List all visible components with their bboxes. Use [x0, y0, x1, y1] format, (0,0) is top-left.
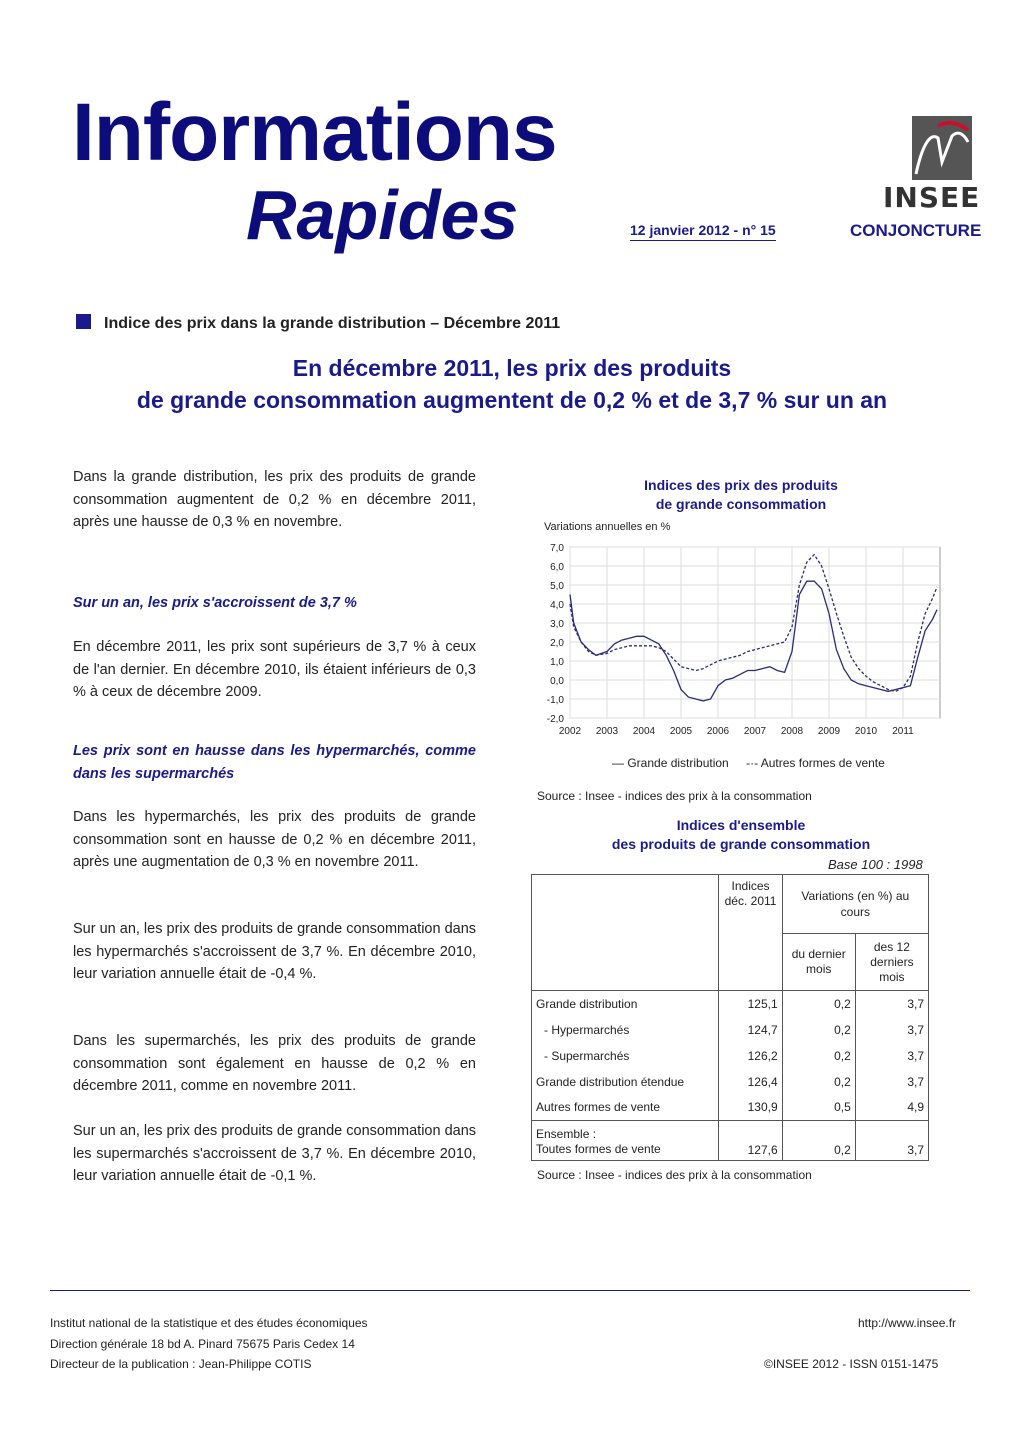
table-row: [532, 1095, 929, 1121]
series-label: CONJONCTURE: [850, 221, 982, 240]
row-index: 130,9: [719, 1095, 782, 1121]
x-tick-label: 2002: [558, 726, 582, 737]
x-tick-label: 2010: [854, 726, 878, 737]
footer-url[interactable]: http://www.insee.fr: [858, 1316, 957, 1330]
x-tick-label: 2005: [669, 726, 693, 737]
y-tick-label: 5,0: [550, 581, 564, 592]
total-label-line-1: Ensemble :: [536, 1127, 597, 1141]
footer-divider: [50, 1290, 970, 1291]
x-tick-label: 2003: [595, 726, 619, 737]
paragraph-super-year: Sur un an, les prix des produits de grande consommation dans les supermarchés s'accroissent de 3,7 %. En décembre 2010, leur variation annuelle était de -0,1 %.: [73, 1123, 477, 1184]
paragraph-annual: En décembre 2011, les prix sont supérieurs de 3,7 % à ceux de l'an dernier. En décembre 2010, ils étaient inférieurs de 0,3 % à ceux de décembre 2009.: [73, 639, 476, 700]
headline-line-1: En décembre 2011, les prix des produits: [292, 355, 732, 381]
chart-source: Source : Insee - indices des prix à la consommation: [537, 789, 812, 803]
y-tick-label: 2,0: [550, 638, 564, 649]
row-index: 124,7: [719, 1017, 782, 1043]
x-tick-label: 2007: [743, 726, 767, 737]
legend-series-2: Autres formes de vente: [760, 756, 885, 770]
row-label: Grande distribution: [532, 991, 719, 1017]
chart-y-label: Variations annuelles en %: [544, 521, 671, 533]
section-label: Indice des prix dans la grande distribution – Décembre 2011: [104, 315, 561, 332]
chart-title-line-2: de grande consommation: [655, 496, 827, 512]
row-index: 126,2: [719, 1043, 782, 1069]
y-tick-label: 6,0: [550, 562, 564, 573]
total-month: 0,2: [782, 1121, 855, 1161]
headline-line-2: de grande consommation augmentent de 0,2 % et de 3,7 % sur un an: [136, 387, 888, 413]
insee-logo-text: INSEE: [883, 181, 981, 214]
x-tick-label: 2006: [706, 726, 730, 737]
table-header-row: [532, 875, 929, 934]
y-tick-label: 0,0: [550, 676, 564, 687]
price-index-chart: [536, 520, 946, 780]
table-source: Source : Insee - indices des prix à la consommation: [537, 1168, 812, 1182]
footer-address: Direction générale 18 bd A. Pinard 75675 Paris Cedex 14: [50, 1337, 355, 1351]
y-tick-label: -1,0: [546, 695, 564, 706]
legend-solid-swatch: —: [612, 756, 624, 770]
x-tick-label: 2008: [780, 726, 804, 737]
paragraph-intro: Dans la grande distribution, les prix des produits de grande consommation augmentent de 0,2 % en décembre 2011, après une hausse de 0,3 % en novembre.: [73, 469, 476, 530]
table-title: [536, 816, 946, 854]
footer-institute: Institut national de la statistique et des études économiques: [50, 1316, 368, 1330]
subheading-annual: Sur un an, les prix s'accroissent de 3,7 %: [73, 595, 357, 611]
table-header-variations: Variations (en %) au cours: [782, 875, 928, 934]
legend-series-1: Grande distribution: [627, 756, 729, 770]
chart-legend: [612, 756, 885, 770]
row-month: 0,2: [782, 1043, 855, 1069]
table-row: [532, 1017, 929, 1043]
chart-title-line-1: Indices des prix des produits: [644, 477, 838, 493]
paragraph-hyper-year: Sur un an, les prix des produits de grande consommation dans les hypermarchés s'accroissent de 3,7 %. En décembre 2010, leur variation annuelle était de -0,4 %.: [73, 921, 477, 982]
issue-number: 12 janvier 2012 - n° 15: [630, 222, 776, 241]
total-index: 127,6: [719, 1121, 782, 1161]
footer-director: Directeur de la publication : Jean-Philippe COTIS: [50, 1357, 312, 1371]
footer-copyright: ©INSEE 2012 - ISSN 0151-1475: [764, 1357, 939, 1371]
row-index: 126,4: [719, 1069, 782, 1095]
row-month: 0,5: [782, 1095, 855, 1121]
headline: [70, 352, 954, 416]
table-header-month: du dernier mois: [782, 934, 855, 991]
y-tick-label: 7,0: [550, 543, 564, 554]
table-row: [532, 991, 929, 1017]
paragraph-super-month: Dans les supermarchés, les prix des produits de grande consommation sont également en hausse de 0,2 % en décembre 2011, comme en novembre 2011.: [73, 1033, 476, 1094]
x-tick-label: 2004: [632, 726, 656, 737]
total-year: 3,7: [855, 1121, 928, 1161]
section-bullet: [76, 314, 91, 329]
table-header-index: Indices déc. 2011: [719, 875, 782, 991]
publication-title: Informations: [72, 87, 557, 178]
table-row: [532, 1043, 929, 1069]
table-header-empty: [532, 875, 719, 991]
table-header-year: des 12 derniers mois: [855, 934, 928, 991]
total-label-line-2: Toutes formes de vente: [536, 1142, 661, 1156]
legend-dashed-swatch: -·-: [746, 756, 759, 770]
row-index: 125,1: [719, 991, 782, 1017]
row-year: 4,9: [855, 1095, 928, 1121]
row-year: 3,7: [855, 1017, 928, 1043]
row-month: 0,2: [782, 1017, 855, 1043]
paragraph-hyper-month: Dans les hypermarchés, les prix des produits de grande consommation sont en hausse de 0,2 % en décembre 2011, après une augmentation de 0,3 % en novembre 2011.: [73, 809, 476, 870]
y-tick-label: 1,0: [550, 657, 564, 668]
y-tick-label: 4,0: [550, 600, 564, 611]
y-tick-label: -2,0: [546, 714, 564, 725]
table-title-line-1: Indices d'ensemble: [676, 817, 806, 833]
row-label: Grande distribution étendue: [532, 1069, 719, 1095]
row-month: 0,2: [782, 991, 855, 1017]
row-month: 0,2: [782, 1069, 855, 1095]
row-year: 3,7: [855, 1069, 928, 1095]
y-tick-label: 3,0: [550, 619, 564, 630]
publication-subtitle: Rapides: [246, 176, 519, 254]
insee-logo-icon: [912, 116, 972, 180]
subheading-stores: Les prix sont en hausse dans les hypermarchés, comme dans les supermarchés: [73, 743, 476, 782]
chart-title: [536, 476, 946, 514]
row-label: Autres formes de vente: [532, 1095, 719, 1121]
table-title-line-2: des produits de grande consommation: [611, 836, 871, 852]
index-table: [531, 874, 929, 1161]
total-label: [532, 1121, 719, 1161]
x-tick-label: 2009: [817, 726, 841, 737]
row-year: 3,7: [855, 1043, 928, 1069]
x-tick-label: 2011: [892, 726, 914, 737]
row-year: 3,7: [855, 991, 928, 1017]
row-label: - Hypermarchés: [532, 1017, 719, 1043]
table-row: [532, 1069, 929, 1095]
row-label: - Supermarchés: [532, 1043, 719, 1069]
table-base: Base 100 : 1998: [828, 857, 923, 872]
table-total-row: [532, 1121, 929, 1161]
